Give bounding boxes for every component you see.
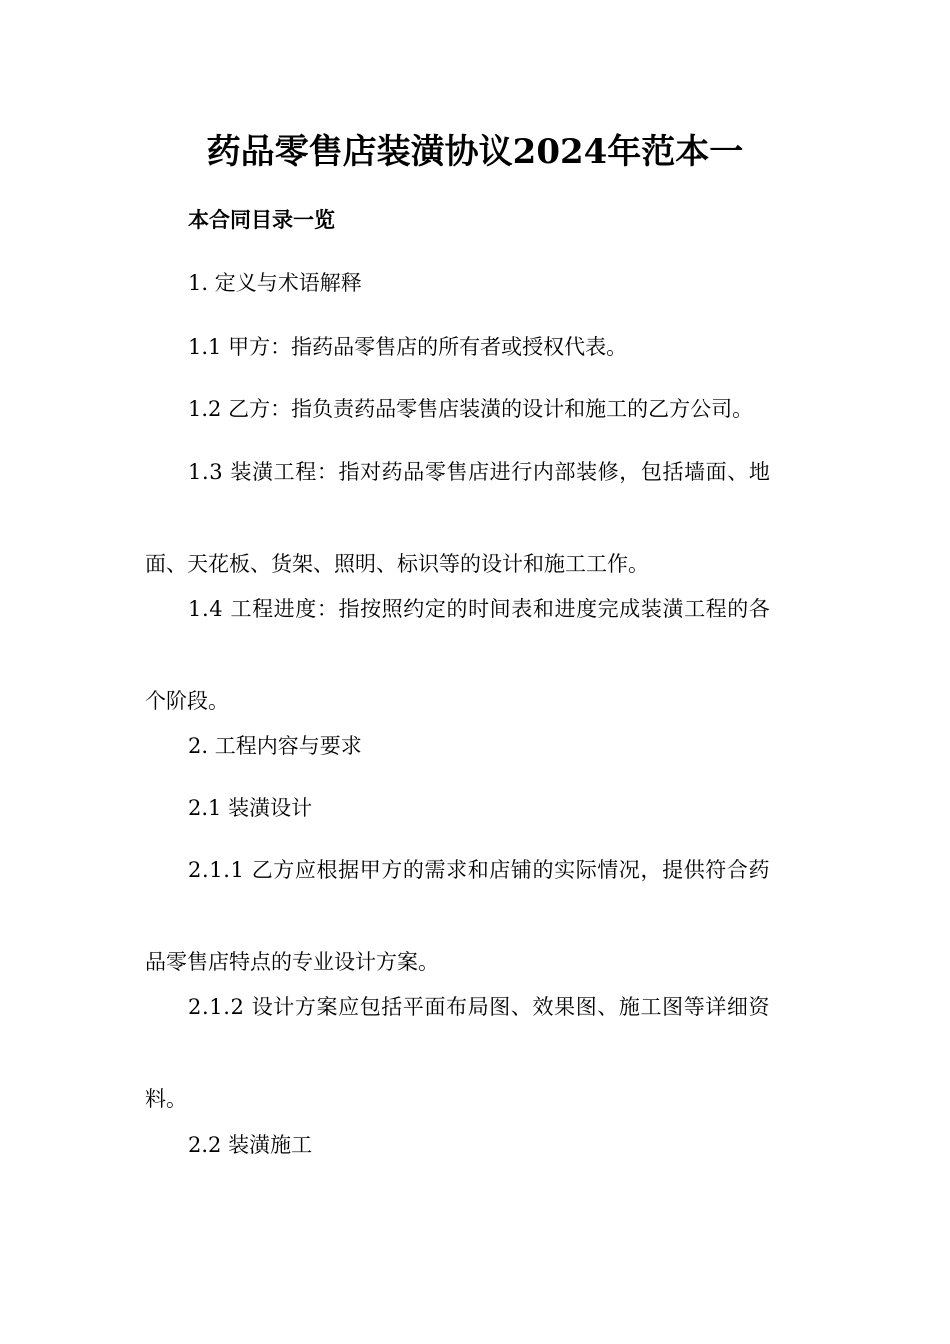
section-2-heading: 2. 工程内容与要求: [188, 734, 362, 758]
clause-2-1: 2.1 装潢设计: [188, 796, 313, 820]
clause-1-3-line-2: 面、天花板、货架、照明、标识等的设计和施工工作。: [145, 552, 649, 576]
clause-1-2: 1.2 乙方：指负责药品零售店装潢的设计和施工的乙方公司。: [188, 397, 754, 421]
toc-heading: 本合同目录一览: [188, 207, 335, 232]
clause-1-1: 1.1 甲方：指药品零售店的所有者或授权代表。: [188, 335, 628, 359]
clause-2-1-1: [145, 855, 853, 977]
clause-1-4: [145, 594, 853, 716]
section-1-heading: 1. 定义与术语解释: [188, 271, 362, 295]
clause-2-1-1-line-1: 2.1.1 乙方应根据甲方的需求和店铺的实际情况，提供符合药: [188, 858, 771, 882]
clause-1-4-line-1: 1.4 工程进度：指按照约定的时间表和进度完成装潢工程的各: [188, 597, 771, 621]
clause-1-4-line-2: 个阶段。: [145, 689, 229, 713]
clause-2-1-2: [145, 992, 853, 1114]
clause-2-1-2-line-2: 料。: [145, 1087, 187, 1111]
clause-2-2: 2.2 装潢施工: [188, 1133, 313, 1157]
document-title: 药品零售店装潢协议2024年范本一: [206, 132, 744, 172]
clause-2-1-2-line-1: 2.1.2 设计方案应包括平面布局图、效果图、施工图等详细资: [188, 995, 771, 1019]
clause-2-1-1-line-2: 品零售店特点的专业设计方案。: [145, 950, 439, 974]
clause-1-3: [145, 457, 853, 579]
clause-1-3-line-1: 1.3 装潢工程：指对药品零售店进行内部装修，包括墙面、地: [188, 460, 771, 484]
